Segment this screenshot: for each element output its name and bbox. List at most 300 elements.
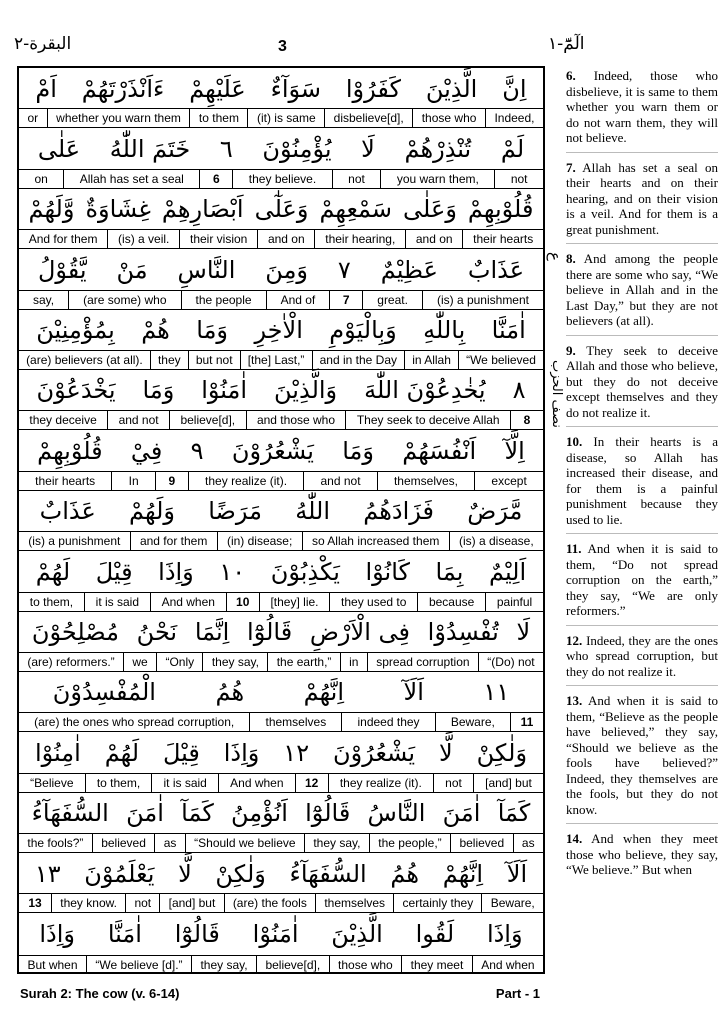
translation-row <box>19 229 543 248</box>
word-translation: Beware, <box>481 894 543 912</box>
word-translation: in <box>340 653 367 671</box>
translation-row <box>19 471 543 490</box>
verse-number: 9. <box>566 342 576 358</box>
word-translation: But when <box>27 957 78 972</box>
arabic-word: اٰمَنَّا <box>491 316 526 345</box>
word-translation: not <box>433 774 473 792</box>
arabic-word: يَكْذِبُوْنَ <box>270 557 340 586</box>
word-translation: believed <box>450 834 512 852</box>
arabic-word: عَلَيْهِمْ <box>189 74 246 103</box>
word-translation: And when <box>218 774 295 792</box>
word-translation: you warn them, <box>380 170 494 188</box>
arabic-word: تُفْسِدُوْا <box>427 618 499 647</box>
arabic-word: يُخٰدِعُوْنَ اللّٰهَ <box>364 376 486 405</box>
verse-line <box>19 189 543 249</box>
word-translation: “We believed <box>458 351 543 369</box>
verse-number: 8. <box>566 251 576 266</box>
verse-translation <box>566 693 718 817</box>
arabic-word: قَالُوْٓا <box>305 799 351 828</box>
translation-row <box>19 169 543 188</box>
word-translation: [the] Last,” <box>240 351 312 369</box>
word-translation: it is said <box>84 593 150 611</box>
arabic-word: اٰمَنَّا <box>107 919 142 948</box>
arabic-word: خَتَمَ اللّٰهُ <box>109 134 191 163</box>
word-translation: to them, <box>29 594 74 609</box>
word-translation: they say, <box>202 653 267 671</box>
translation-row <box>19 773 543 792</box>
arabic-word: نَحْنُ <box>136 618 178 647</box>
hizb-mark: نصف الحزب <box>549 360 564 428</box>
arabic-word: يَّقُوْلُ <box>37 255 87 284</box>
arabic-row <box>19 612 543 653</box>
word-translation: (in) disease; <box>217 532 302 550</box>
word-translation: (is) a punishment <box>422 291 543 309</box>
word-translation: not <box>494 170 543 188</box>
arabic-word: اَلَآ <box>506 859 528 888</box>
verse-line <box>19 672 543 732</box>
arabic-word: وَاِذَا <box>39 919 76 948</box>
word-translation: 13 <box>28 896 42 911</box>
arabic-word: عَذَابٌ <box>39 497 96 526</box>
arabic-word: وَبِالْيَوْمِ <box>329 316 397 345</box>
word-translation: and on <box>257 230 314 248</box>
verse-line <box>19 793 543 853</box>
arabic-word: الَّذِيْنَ <box>331 919 383 948</box>
arabic-word: اَنْفُسَهُمْ <box>402 436 477 465</box>
arabic-row <box>19 732 543 773</box>
arabic-word: لَقُوا <box>415 919 455 948</box>
word-translation: believe[d], <box>256 956 329 974</box>
arabic-word: الْاٰخِرِ <box>254 316 303 345</box>
arabic-word: لَهُمْ <box>104 738 140 767</box>
page-number: 3 <box>278 38 287 55</box>
verse-text: And when it is said to them, “Do not spread corruption on the earth,” they say, “We are only reformers.” <box>566 541 718 618</box>
arabic-word: قِيْلَ <box>162 738 200 767</box>
word-translation: 6 <box>199 170 232 188</box>
word-translation: disbelieve[d], <box>324 109 412 127</box>
word-translation: they believe. <box>232 170 331 188</box>
arabic-row <box>19 370 543 411</box>
word-translation: [and] but <box>159 894 223 912</box>
word-translation: Indeed, <box>485 109 543 127</box>
verse-line <box>19 128 543 188</box>
arabic-word: يَعْلَمُوْنَ <box>84 859 155 888</box>
ruku-mark: ع <box>546 252 564 261</box>
verse-divider <box>566 335 718 336</box>
word-translation: (are) reformers.” <box>27 654 115 669</box>
word-translation: believe[d], <box>169 411 246 429</box>
word-translation: the people <box>181 291 266 309</box>
translation-row <box>19 652 543 671</box>
arabic-word: كَمَآ <box>181 799 214 828</box>
verse-text: And among the people there are some who say, “We believe in Allah and in the Last Day,” but they are not believers (at all). <box>566 251 718 328</box>
verse-translation <box>566 160 718 238</box>
word-translation: the earth,” <box>267 653 339 671</box>
word-translation: as <box>513 834 543 852</box>
verse-line <box>19 732 543 792</box>
word-translation: 7 <box>329 291 362 309</box>
arabic-word: وَمِنَ <box>265 255 309 284</box>
translation-row <box>19 712 543 731</box>
arabic-word: ٧ <box>337 255 351 284</box>
arabic-word: ١١ <box>483 678 510 707</box>
verse-line <box>19 612 543 672</box>
verse-text: In their hearts is a disease, so Allah has increased their disease, and for them is a painful punishment because they used to lie. <box>566 434 718 527</box>
arabic-row <box>19 672 543 713</box>
translation-row <box>19 592 543 611</box>
word-translation: And of <box>266 291 330 309</box>
word-translation: and in the Day <box>312 351 405 369</box>
arabic-word: اَمْ <box>35 74 57 103</box>
word-translation: 11 <box>510 713 543 731</box>
arabic-row <box>19 430 543 471</box>
word-translation: their vision <box>179 230 257 248</box>
arabic-row <box>19 853 543 894</box>
word-translation: 12 <box>295 774 328 792</box>
word-translation: as <box>154 834 184 852</box>
verse-divider <box>566 533 718 534</box>
arabic-word: اَلِيْمٌ <box>488 557 527 586</box>
arabic-word: هُمُ <box>390 859 420 888</box>
arabic-word: تُنْذِرْهُمْ <box>404 134 472 163</box>
word-translation: 10 <box>226 593 259 611</box>
arabic-word: ءَاَنْذَرْتَهُمْ <box>81 74 165 103</box>
word-translation: but not <box>188 351 240 369</box>
translation-row <box>19 108 543 127</box>
word-translation: Allah has set a seal <box>63 170 199 188</box>
verse-translation <box>566 831 718 878</box>
footer-surah-reference: Surah 2: The cow (v. 6-14) <box>20 986 180 1001</box>
word-translation: except <box>474 472 543 490</box>
verse-divider <box>566 685 718 686</box>
word-translation: they <box>150 351 188 369</box>
arabic-row <box>19 913 543 954</box>
arabic-word: وَاِذَا <box>486 919 523 948</box>
word-translation: [and] but <box>473 774 543 792</box>
footer-part: Part - 1 <box>495 986 540 1001</box>
word-translation: they know. <box>51 894 125 912</box>
word-translation: believed <box>92 834 154 852</box>
arabic-word: وَالَّذِيْنَ <box>274 376 338 405</box>
arabic-word: اٰمَنَ <box>126 799 164 828</box>
arabic-word: الَّذِيْنَ <box>425 74 478 103</box>
word-translation: painful <box>485 593 543 611</box>
translation-row <box>19 350 543 369</box>
verse-text: They seek to deceive Allah and those who believe, but they do not deceive except themselves and they do not realize it. <box>566 342 718 420</box>
word-translation: the people,” <box>369 834 450 852</box>
arabic-row <box>19 310 543 351</box>
verse-line <box>19 551 543 611</box>
verse-translation <box>566 541 718 619</box>
arabic-row <box>19 249 543 290</box>
verse-translations <box>566 68 718 878</box>
word-translation: say, <box>33 292 55 307</box>
word-translation: those who <box>329 956 402 974</box>
arabic-word: وَمَا <box>342 436 374 465</box>
word-translation: the fools?” <box>27 836 84 851</box>
word-translation: indeed they <box>341 713 434 731</box>
arabic-word: وَّلَهُمْ <box>28 195 75 224</box>
arabic-word: فَزَادَهُمُ <box>363 497 434 526</box>
arabic-word: لَّا <box>439 738 453 767</box>
arabic-word: وَلٰكِنْ <box>215 859 266 888</box>
word-translation: “Should we believe <box>185 834 304 852</box>
arabic-word: السُّفَهَآءُ <box>31 799 109 828</box>
arabic-word: وَعَلٰى <box>403 195 457 224</box>
word-translation: 8 <box>510 411 543 429</box>
arabic-word: يُؤْمِنُوْنَ <box>262 134 332 163</box>
verse-divider <box>566 152 718 153</box>
arabic-word: ٦ <box>219 134 233 163</box>
word-translation: their hearts <box>35 473 96 488</box>
word-translation: “Believe <box>30 775 74 790</box>
arabic-word: فِى الْاَرْضِ <box>309 618 410 647</box>
word-translation: (are some) who <box>68 291 180 309</box>
arabic-word: وَعَلٰٓى <box>254 195 309 224</box>
arabic-word: سَمْعِهِمْ <box>319 195 393 224</box>
translation-row <box>19 410 543 429</box>
verse-number: 10. <box>566 434 583 449</box>
arabic-word: غِشَاوَةٌ <box>85 195 151 224</box>
verse-number: 13. <box>566 693 583 708</box>
word-translation: spread corruption <box>367 653 478 671</box>
arabic-word: عَذَابٌ <box>467 255 525 284</box>
verse-divider <box>566 823 718 824</box>
verse-number: 14. <box>566 831 583 846</box>
verse-line <box>19 68 543 128</box>
word-translation: themselves, <box>377 472 474 490</box>
arabic-row <box>19 793 543 834</box>
verse-line <box>19 913 543 973</box>
arabic-word: ٨ <box>512 376 526 405</box>
word-translation: not <box>125 894 159 912</box>
arabic-word: وَلٰكِنْ <box>476 738 528 767</box>
translation-row <box>19 290 543 309</box>
word-translation: themselves <box>315 894 393 912</box>
verse-line <box>19 491 543 551</box>
arabic-word: اللّٰهُ <box>295 497 331 526</box>
arabic-row <box>19 189 543 230</box>
arabic-word: اٰمِنُوْا <box>34 738 81 767</box>
word-translation: and not <box>303 472 376 490</box>
verse-number: 6. <box>566 68 576 83</box>
arabic-word: قَالُوْٓا <box>247 618 293 647</box>
arabic-word: وَمَا <box>196 316 229 345</box>
arabic-word: لَّا <box>178 859 192 888</box>
arabic-word: مَرَضًا <box>208 497 262 526</box>
translation-row <box>19 833 543 852</box>
word-translation: and those who <box>246 411 346 429</box>
word-translation: (are) the ones who spread corruption, <box>34 715 235 730</box>
word-translation: “(Do) not <box>478 653 543 671</box>
arabic-word: كَانُوْا <box>365 557 410 586</box>
word-translation: (are) believers (at all). <box>26 352 143 367</box>
arabic-word: اِنَّمَا <box>194 618 230 647</box>
arabic-row <box>19 491 543 532</box>
arabic-word: قُلُوْبِهِمْ <box>467 195 534 224</box>
arabic-word: النَّاسُ <box>367 799 426 828</box>
word-translation: so Allah increased them <box>302 532 449 550</box>
word-translation: we <box>123 653 156 671</box>
word-translation: in Allah <box>404 351 458 369</box>
verse-line <box>19 249 543 309</box>
arabic-word: لَا <box>516 618 531 647</box>
verse-text: Indeed, they are the ones who spread corruption, but they do not realize it. <box>566 632 718 679</box>
arabic-word: اَلَآ <box>403 678 424 707</box>
arabic-word: بِمَا <box>435 557 464 586</box>
word-translation: they realize (it). <box>188 472 303 490</box>
word-translation: “We believe [d].” <box>86 956 191 974</box>
verse-number: 7. <box>566 159 576 175</box>
arabic-word: السُّفَهَآءُ <box>289 859 367 888</box>
word-translation: whether you warn them <box>47 109 190 127</box>
page-header <box>0 34 725 62</box>
arabic-word: ١٣ <box>34 859 61 888</box>
word-translation: to them, <box>85 774 152 792</box>
arabic-word: قُلُوْبِهِمْ <box>37 436 103 465</box>
word-translation: to them <box>189 109 247 127</box>
arabic-word: لَهُمْ <box>35 557 71 586</box>
arabic-word: ١٠ <box>219 557 246 586</box>
word-translation: Beware, <box>435 713 510 731</box>
verse-number: 11. <box>566 541 582 556</box>
word-translation: they deceive <box>29 413 97 428</box>
arabic-word: اِنَّهُمْ <box>442 859 484 888</box>
arabic-word: قِيْلَ <box>95 557 133 586</box>
arabic-word: هُمْ <box>141 316 170 345</box>
word-translation: they realize (it). <box>328 774 433 792</box>
translation-row <box>19 531 543 550</box>
arabic-word: يَشْعُرُوْنَ <box>231 436 314 465</box>
word-translation: They seek to deceive Allah <box>345 411 510 429</box>
arabic-row <box>19 128 543 169</box>
juz-name-arabic: الٓمّٓ-١ <box>548 34 585 54</box>
word-translation: And when <box>472 956 543 974</box>
translation-row <box>19 955 543 974</box>
word-translation: those who <box>412 109 485 127</box>
word-translation: they say, <box>191 956 256 974</box>
verse-line <box>19 310 543 370</box>
word-translation: it is said <box>151 774 218 792</box>
arabic-word: لَا <box>361 134 375 163</box>
arabic-word: اٰمَنُوْا <box>252 919 299 948</box>
arabic-word: بِاللّٰهِ <box>423 316 466 345</box>
word-translation: (is) a punishment <box>28 534 121 549</box>
word-translation: they say, <box>304 834 369 852</box>
arabic-word: وَاِذَا <box>223 738 260 767</box>
arabic-row <box>19 551 543 592</box>
verse-text: Indeed, those who disbelieve, it is same to them whether you warn them or do not warn them, they will not believe. <box>566 68 719 145</box>
arabic-word: ٩ <box>190 436 204 465</box>
word-translation: certainly they <box>393 894 481 912</box>
word-translation: on <box>34 171 48 186</box>
arabic-word: مَّرَضٌ <box>467 497 523 526</box>
arabic-word: قَالُوْٓا <box>174 919 220 948</box>
word-translation: they meet <box>401 956 472 974</box>
arabic-word: اِنَّ <box>502 74 527 103</box>
arabic-word: يَخْدَعُوْنَ <box>36 376 116 405</box>
arabic-word: اٰمَنُوْا <box>201 376 248 405</box>
word-translation: themselves <box>249 713 341 731</box>
verse-translation <box>566 68 718 146</box>
page-footer <box>20 986 540 1006</box>
arabic-word: فِيْ <box>130 436 163 465</box>
verse-text: And when it is said to them, “Believe as the people have believed,” they say, “Should we believe as the fools have believed?” Indeed, they themselves are the fools, but they do not know. <box>566 693 718 817</box>
verse-translation <box>566 633 718 680</box>
verse-divider <box>566 625 718 626</box>
translation-row <box>19 893 543 912</box>
arabic-word: اِلَّآ <box>504 436 525 465</box>
verse-translation <box>566 434 718 527</box>
word-translation: In <box>111 472 154 490</box>
word-translation: and for them <box>130 532 217 550</box>
verse-text: Allah has set a seal on their hearts and on their hearing, and on their vision is a veil. And for them is a great punishment. <box>566 159 718 237</box>
arabic-word: الْمُفْسِدُوْنَ <box>52 678 156 707</box>
verse-translation <box>566 343 718 421</box>
word-translation: not <box>332 170 381 188</box>
arabic-word: النَّاسِ <box>177 255 236 284</box>
arabic-word: سَوَآءٌ <box>270 74 322 103</box>
word-translation: and not <box>107 411 169 429</box>
word-translation: and on <box>405 230 462 248</box>
arabic-word: وَمَا <box>142 376 175 405</box>
arabic-word: وَلَهُمْ <box>129 497 175 526</box>
arabic-word: مُصْلِحُوْنَ <box>31 618 119 647</box>
word-translation: or <box>27 111 39 126</box>
verse-line <box>19 370 543 430</box>
arabic-word: عَظِيْمٌ <box>380 255 438 284</box>
arabic-word: اَنُؤْمِنُ <box>231 799 288 828</box>
arabic-word: اٰمَنَ <box>442 799 481 828</box>
verse-text: And when they meet those who believe, they say, “We believe.” But when <box>566 831 718 877</box>
arabic-row <box>19 68 543 109</box>
arabic-word: وَاِذَا <box>158 557 194 586</box>
verse-line <box>19 430 543 490</box>
word-translation: And when <box>150 593 226 611</box>
word-translation: their hearts <box>462 230 543 248</box>
word-translation: “Only <box>156 653 202 671</box>
arabic-word: كَمَآ <box>497 799 531 828</box>
arabic-word: هُمُ <box>215 678 245 707</box>
word-translation: their hearing, <box>314 230 405 248</box>
arabic-word: مَنْ <box>116 255 148 284</box>
word-translation: they used to <box>329 593 417 611</box>
verse-divider <box>566 426 718 427</box>
surah-name-arabic: البقرة-٢ <box>14 34 72 54</box>
arabic-word: ١٢ <box>283 738 310 767</box>
word-translation: because <box>417 593 485 611</box>
word-translation: And for them <box>28 232 98 247</box>
arabic-word: عَلٰى <box>37 134 81 163</box>
word-translation: great. <box>362 291 422 309</box>
arabic-word: بِمُؤْمِنِيْنَ <box>36 316 115 345</box>
arabic-word: كَفَرُوْا <box>345 74 401 103</box>
arabic-word: يَشْعُرُوْنَ <box>332 738 416 767</box>
arabic-word: لَمْ <box>500 134 525 163</box>
word-translation: (it) is same <box>247 109 324 127</box>
word-translation: 9 <box>155 472 188 490</box>
word-translation: (is) a veil. <box>107 230 179 248</box>
verse-translation <box>566 251 718 329</box>
arabic-word: اَبْصَارِهِمْ <box>161 195 244 224</box>
word-by-word-grid <box>17 66 545 974</box>
verse-number: 12. <box>566 632 583 648</box>
word-translation: (are) the fools <box>224 894 316 912</box>
verse-line <box>19 853 543 913</box>
verse-divider <box>566 243 718 244</box>
arabic-word: اِنَّهُمْ <box>303 678 345 707</box>
word-translation: (is) a disease, <box>449 532 543 550</box>
